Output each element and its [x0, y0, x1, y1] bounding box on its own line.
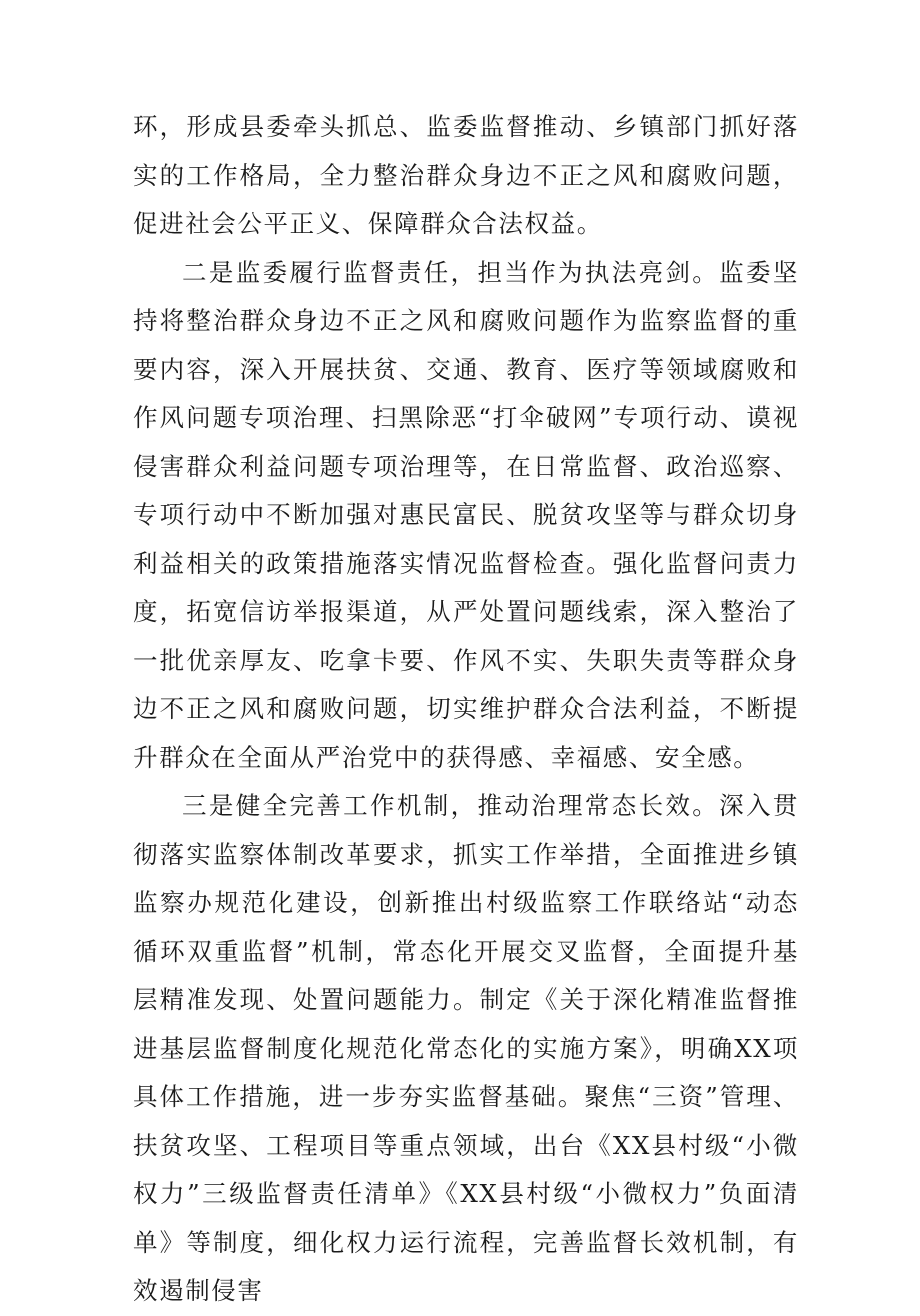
paragraph-work-mechanism: 三是健全完善工作机制，推动治理常态长效。深入贯彻落实监察体制改革要求，抓实工作举措，全面推进乡镇监察办规范化建设，创新推出村级监察工作联络站“动态循环双重监督”机制，常态化开展交叉监督，全面提升基层精准发现、处置问题能力。制定《关于深化精准监督推进基层监督制度化规范化常态化的实施方案》，明确XX项具体工作措施，进一步夯实监督基础。聚焦“三资”管理、扶贫攻坚、工程项目等重点领域，出台《XX县村级“小微权力”三级监督责任清单》《XX县村级“小微权力”负面清单》等制度，细化权力运行流程，完善监督长效机制，有效遏制侵害	[133, 791, 799, 1305]
document-body	[133, 103, 799, 1316]
paragraph-continuation: 环，形成县委牵头抓总、监委监督推动、乡镇部门抓好落实的工作格局，全力整治群众身边不正之风和腐败问题，促进社会公平正义、保障群众合法权益。	[133, 112, 799, 238]
paragraph-supervision-duty: 二是监委履行监督责任，担当作为执法亮剑。监委坚持将整治群众身边不正之风和腐败问题作为监察监督的重要内容，深入开展扶贫、交通、教育、医疗等领域腐败和作风问题专项治理、扫黑除恶“打伞破网”专项行动、谟视侵害群众利益问题专项治理等，在日常监督、政治巡察、专项行动中不断加强对惠民富民、脱贫攻坚等与群众切身利益相关的政策措施落实情况监督检查。强化监督问责力度，拓宽信访举报渠道，从严处置问题线索，深入整治了一批优亲厚友、吃拿卡要、作风不实、失职失责等群众身边不正之风和腐败问题，切实维护群众合法利益，不断提升群众在全面从严治党中的获得感、幸福感、安全感。	[133, 257, 799, 772]
